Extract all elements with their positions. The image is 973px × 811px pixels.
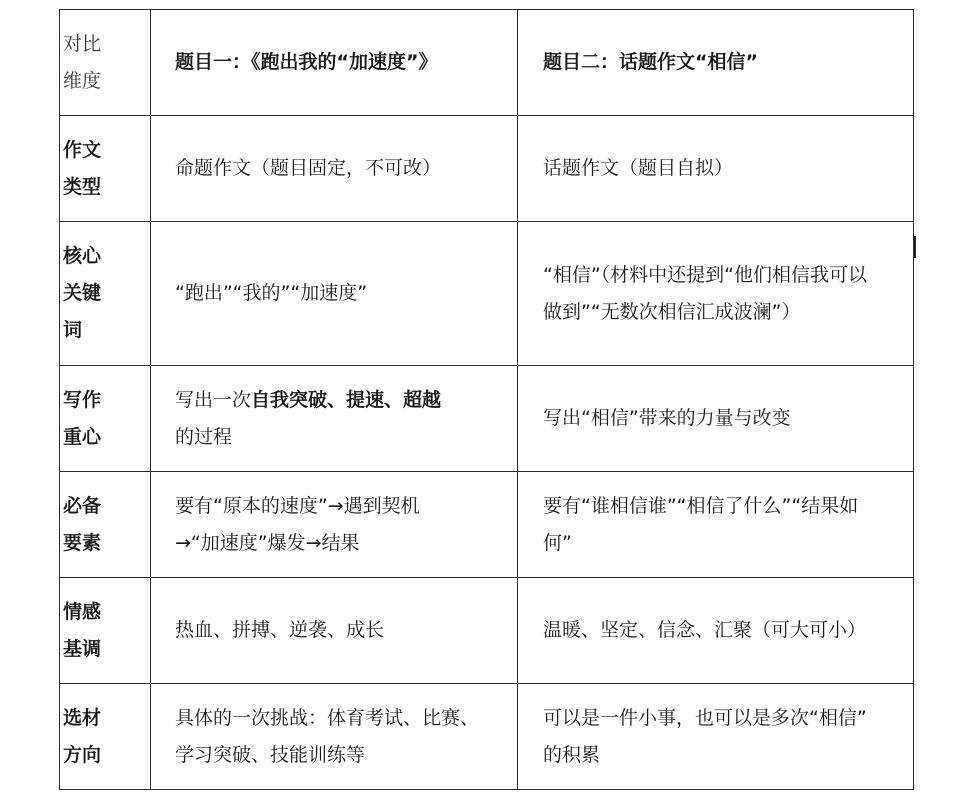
dimension-cell: 必备 要素 [60, 472, 151, 578]
text-cursor [914, 236, 916, 258]
topic1-cell: 要有“原本的速度”→遇到契机 →“加速度”爆发→结果 [151, 472, 518, 578]
topic2-cell: “相信”（材料中还提到“他们相信我可以 做到”“无数次相信汇成波澜”） [518, 222, 914, 366]
dimension-cell: 情感 基调 [60, 578, 151, 684]
topic1-cell: 命题作文（题目固定，不可改） [151, 116, 518, 222]
table-row [60, 472, 914, 578]
table-row [60, 578, 914, 684]
header-topic1-cell: 题目一：《跑出我的“加速度”》 [151, 10, 518, 116]
table-row [60, 684, 914, 790]
topic2-cell: 温暖、坚定、信念、汇聚（可大可小） [518, 578, 914, 684]
table-row [60, 222, 914, 366]
topic2-cell: 写出“相信”带来的力量与改变 [518, 366, 914, 472]
topic1-cell: 具体的一次挑战：体育考试、比赛、 学习突破、技能训练等 [151, 684, 518, 790]
table-row [60, 366, 914, 472]
topic1-cell: 热血、拼搏、逆袭、成长 [151, 578, 518, 684]
topic2-cell: 可以是一件小事，也可以是多次“相信” 的积累 [518, 684, 914, 790]
topic2-cell: 要有“谁相信谁”“相信了什么”“结果如 何” [518, 472, 914, 578]
emphasis-text: 自我突破、提速、超越 [251, 388, 442, 411]
dimension-cell: 写作 重心 [60, 366, 151, 472]
topic1-cell: “跑出”“我的”“加速度” [151, 222, 518, 366]
topic1-cell: 写出一次自我突破、提速、超越 的过程 [151, 366, 518, 472]
comparison-table [59, 9, 914, 790]
table-row [60, 116, 914, 222]
table-header-row [60, 10, 914, 116]
dimension-cell: 选材 方向 [60, 684, 151, 790]
dimension-cell: 核心 关键 词 [60, 222, 151, 366]
topic2-cell: 话题作文（题目自拟） [518, 116, 914, 222]
header-dimension-cell: 对比 维度 [60, 10, 151, 116]
dimension-cell: 作文 类型 [60, 116, 151, 222]
header-topic2-cell: 题目二：话题作文“相信” [518, 10, 914, 116]
